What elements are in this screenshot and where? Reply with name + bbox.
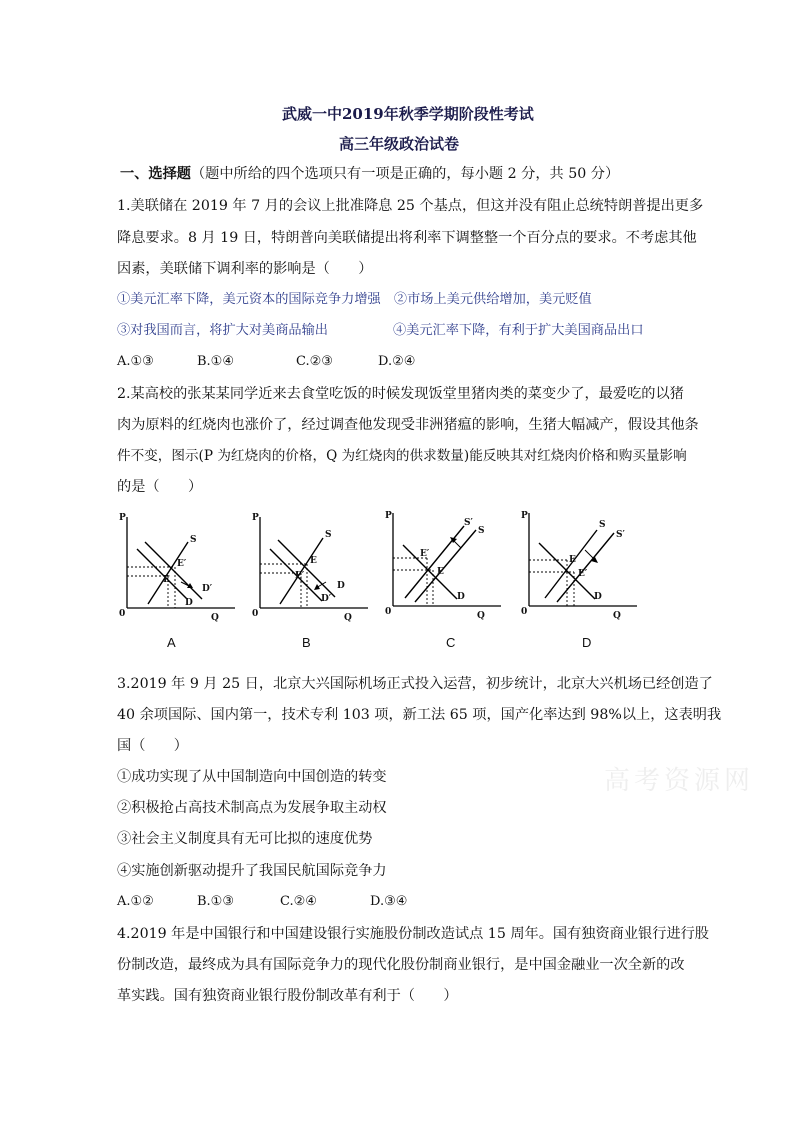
graph-d-label-p: P [521, 511, 528, 521]
q2-line-3: 件不变，图示(P 为红烧肉的价格，Q 为红烧肉的供求数量)能反映其对红烧肉价格和购买量影响 [117, 448, 687, 464]
graph-c-label-s-prime: S′ [464, 518, 473, 528]
graph-b-label-s: S [325, 530, 332, 540]
graph-d-supply-curve-shifted [557, 533, 614, 602]
graph-c-label-q: Q [477, 611, 485, 621]
graph-d-label-d: D [594, 592, 602, 602]
graph-c-supply-curve-shifted [405, 526, 464, 598]
graph-b-label-p: P [252, 513, 259, 523]
graph-d-label-origin: 0 [521, 607, 528, 617]
q1-options-row-1: ①美元汇率下降，美元资本的国际竞争力增强 ②市场上美元供给增加，美元贬值 [117, 292, 592, 307]
graph-a-label-origin: 0 [119, 609, 126, 619]
graph-a-demand-curve-shifted [145, 542, 202, 599]
q1-choice-c: C.②③ [296, 354, 333, 369]
q3-option-4: ④实施创新驱动提升了我国民航国际竞争力 [117, 863, 387, 879]
q4-line-1: 4.2019 年是中国银行和中国建设银行实施股份制改造试点 15 周年。国有独资商业银行进行股 [117, 926, 709, 942]
q3-choice-b: B.①③ [197, 894, 234, 909]
graph-b-label-q: Q [344, 613, 352, 623]
graph-d-caption: D [582, 635, 592, 650]
graph-d-label-s-prime: S′ [616, 530, 625, 540]
q2-line-4: 的是（ ） [117, 479, 203, 495]
q3-choice-c: C.②④ [280, 894, 317, 909]
graph-a-label-q: Q [211, 613, 219, 623]
q1-line-3: 因素，美联储下调利率的影响是（ ） [117, 261, 373, 277]
q3-choice-a: A.①② [117, 894, 154, 909]
graph-b-label-d: D [337, 581, 345, 591]
graph-c-label-d: D [457, 592, 465, 602]
graph-a [115, 512, 240, 622]
graph-a-label-e-prime: E′ [177, 559, 187, 569]
q1-option-3: ③对我国而言，将扩大对美商品输出 [117, 323, 328, 338]
q2-line-2: 肉为原料的红烧肉也涨价了，经过调查他发现受非洲猪瘟的影响，生猪大幅减产，假设其他条 [117, 417, 699, 433]
graph-d-label-s: S [599, 520, 606, 530]
graph-c-label-origin: 0 [385, 607, 392, 617]
graph-b-label-e-prime: E′ [295, 571, 305, 581]
q3-line-2: 40 余项国际、国内第一，技术专利 103 项，新工法 65 项，国产化率达到 98%以上，这表明我 [117, 707, 722, 723]
section-label: 一、选择题 [120, 166, 191, 182]
graph-a-caption: A [167, 635, 176, 650]
graph-b [248, 512, 373, 622]
q1-choice-b: B.①④ [197, 354, 234, 369]
graph-a-label-e: E [163, 575, 170, 585]
q4-line-2: 份制改造，最终成为具有国际竞争力的现代化股份制商业银行，是中国金融业一次全新的改 [117, 957, 685, 973]
q1-choice-d: D.②④ [378, 354, 416, 369]
graph-c [381, 508, 506, 622]
graph-a-label-s: S [190, 535, 197, 545]
q3-line-3: 国（ ） [117, 738, 188, 754]
q3-option-2: ②积极抢占高技术制高点为发展争取主动权 [117, 800, 387, 816]
q1-line-2: 降息要求。8 月 19 日，特朗普向美联储提出将利率下调整整一个百分点的要求。不考虑其他 [117, 230, 697, 246]
q1-option-4: ④美元汇率下降，有利于扩大美国商品出口 [393, 323, 644, 338]
graph-a-label-d-prime: D′ [202, 584, 213, 594]
graph-d-label-e-prime: E′ [578, 569, 588, 579]
watermark: 高考资源网 [604, 766, 755, 796]
q2-line-1: 2.某高校的张某某同学近来去食堂吃饭的时候发现饭堂里猪肉类的菜变少了，最爱吃的以猪 [117, 386, 684, 402]
graph-c-label-e-prime: E′ [420, 549, 430, 559]
q1-choice-a: A.①③ [117, 354, 154, 369]
graph-b-label-origin: 0 [252, 609, 259, 619]
graph-b-arrowhead [314, 584, 320, 590]
q3-option-1: ①成功实现了从中国制造向中国创造的转变 [117, 769, 387, 785]
q3-choice-d: D.③④ [370, 894, 408, 909]
graph-d-arrowhead [591, 557, 598, 563]
q1-line-1: 1.美联储在 2019 年 7 月的会议上批准降息 25 个基点，但这并没有阻止总统特朗普提出更多 [117, 198, 704, 214]
graph-b-caption: B [302, 635, 311, 650]
graph-c-label-s: S [478, 526, 485, 536]
q3-line-1: 3.2019 年 9 月 25 日，北京大兴国际机场正式投入运营，初步统计，北京大兴机场已经创造了 [117, 676, 713, 692]
graph-a-label-d: D [185, 598, 193, 608]
section-heading [120, 164, 619, 184]
graph-d [517, 508, 642, 622]
graph-b-demand-curve [278, 540, 335, 597]
exam-subtitle: 高三年级政治试卷 [339, 135, 460, 153]
graph-a-demand-curve [137, 549, 187, 599]
graph-d-label-e: E [569, 555, 576, 565]
graph-b-label-e: E [310, 556, 317, 566]
graph-b-label-d-prime: D′ [321, 594, 332, 604]
q4-line-3: 革实践。国有独资商业银行股份制改革有利于（ ） [117, 988, 458, 1004]
section-note: （题中所给的四个选项只有一项是正确的，每小题 2 分，共 50 分） [190, 166, 620, 182]
graph-c-caption: C [446, 635, 456, 650]
graph-d-label-q: Q [613, 611, 621, 621]
exam-title: 武威一中2019年秋季学期阶段性考试 [282, 105, 534, 123]
graph-c-label-p: P [385, 511, 392, 521]
q3-option-3: ③社会主义制度具有无可比拟的速度优势 [117, 831, 373, 847]
graph-a-label-p: P [119, 513, 126, 523]
graph-c-label-e: E [437, 567, 444, 577]
